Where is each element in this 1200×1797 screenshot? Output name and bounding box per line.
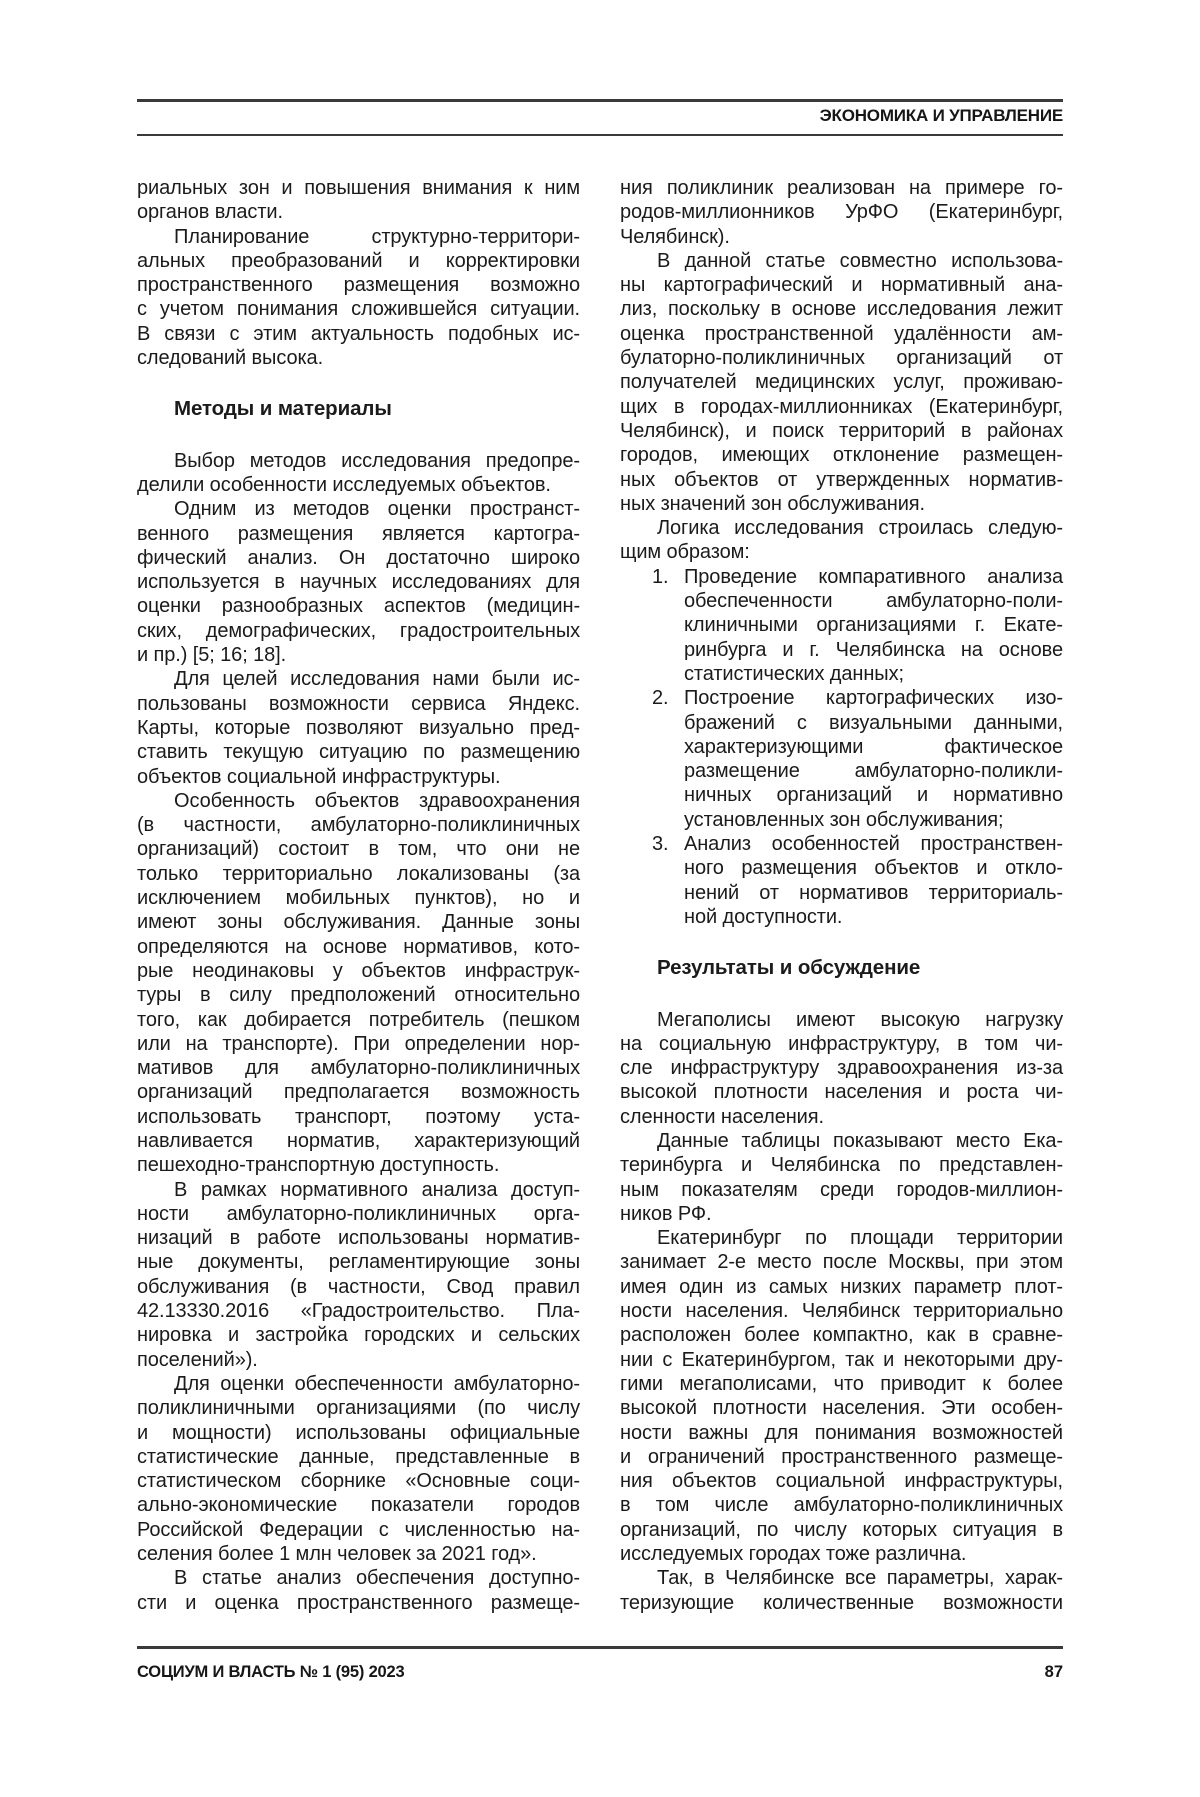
text-line: оценки разнообразных аспектов (медицин- — [137, 595, 580, 618]
text-line: только территориально локализованы (за — [137, 862, 580, 885]
paragraph — [137, 449, 580, 498]
text-line: Одним из методов оценки пространст- — [174, 498, 580, 521]
text-line: и ограничений пространственного размеще- — [620, 1445, 1063, 1468]
list-item-number: 1. — [652, 565, 669, 588]
text-line: бражений с визуальными данными, — [684, 711, 1063, 734]
text-line: (в частности, амбулаторно-поликлиничных — [137, 814, 580, 837]
text-line: Челябинск). — [620, 225, 730, 248]
text-line: фический анализ. Он достаточно широко — [137, 546, 580, 569]
text-line: высокой плотности населения и роста чи- — [620, 1081, 1063, 1104]
text-line: Так, в Челябинске все параметры, харак- — [657, 1567, 1063, 1590]
text-line: оценка пространственной удалённости ам- — [620, 322, 1063, 345]
text-line: следований высока. — [137, 347, 324, 370]
text-line: имеют зоны обслуживания. Данные зоны — [137, 911, 580, 934]
text-line: организаций, по числу которых ситуация в — [620, 1518, 1063, 1541]
text-line: родов-миллионников УрФО (Екатеринбург, — [620, 201, 1063, 224]
text-line: ной доступности. — [684, 905, 843, 928]
text-line: ально-экономические показатели городов — [137, 1494, 580, 1517]
text-line: организаций предполагается возможность — [137, 1081, 580, 1104]
text-line: организаций) состоит в том, что они не — [137, 838, 580, 861]
text-line: использовать транспорт, поэтому уста- — [137, 1105, 580, 1128]
text-line: ских, демографических, градостроительных — [137, 619, 580, 642]
paragraph — [137, 176, 580, 225]
text-line: пешеходно-транспортную доступность. — [137, 1154, 500, 1177]
text-line: Выбор методов исследования предопре- — [174, 449, 580, 472]
list-item — [620, 565, 1063, 686]
text-line: поселений»). — [137, 1348, 258, 1371]
text-line: ничных организаций и нормативно — [684, 784, 1063, 807]
text-line: обслуживания (в частности, Свод правил — [137, 1275, 580, 1298]
text-line: исследуемых городах тоже различна. — [620, 1543, 967, 1566]
text-line: определяются на основе нормативов, кото- — [137, 935, 580, 958]
text-line: получателей медицинских услуг, проживаю- — [620, 371, 1063, 394]
paragraph — [620, 1008, 1063, 1129]
paragraph — [620, 1226, 1063, 1566]
text-line: ния поликлиник реализован на примере го- — [620, 177, 1063, 199]
paragraph — [137, 1566, 580, 1615]
header-rule-top — [137, 99, 1063, 102]
text-line: ных объектов от утвержденных норматив- — [620, 468, 1063, 491]
text-line: низаций в работе использованы норматив- — [137, 1227, 580, 1250]
paragraph — [620, 249, 1063, 516]
text-line: объектов социальной инфраструктуры. — [137, 765, 501, 788]
text-line: В статье анализ обеспечения доступно- — [174, 1567, 580, 1590]
list-item-number: 3. — [652, 833, 669, 856]
column-right — [620, 176, 1063, 1615]
text-line: Построение картографических изо- — [684, 687, 1063, 710]
text-line: булаторно-поликлиничных организаций от — [620, 347, 1063, 370]
text-line: ны картографический и нормативный ана- — [620, 274, 1063, 297]
footer-page-number: 87 — [1044, 1663, 1063, 1681]
text-line: городов, имеющих отклонение размещен- — [620, 444, 1063, 467]
text-line: ности населения. Челябинск территориально — [620, 1300, 1063, 1323]
text-line: обеспеченности амбулаторно-поли- — [684, 590, 1063, 613]
footer-journal-title: СОЦИУМ И ВЛАСТЬ № 1 (95) 2023 — [137, 1663, 405, 1681]
text-line: навливается норматив, характеризующий — [137, 1129, 580, 1152]
text-line: теринбурга и Челябинска по представлен- — [620, 1154, 1063, 1177]
text-line: Особенность объектов здравоохранения — [174, 789, 580, 812]
paragraph — [620, 1566, 1063, 1615]
column-left — [137, 176, 580, 1615]
text-line: Логика исследования строилась следую- — [657, 517, 1063, 540]
text-line: установленных зон обслуживания; — [684, 808, 1004, 831]
text-line: нии с Екатеринбургом, так и некоторыми дру- — [620, 1348, 1063, 1371]
text-line: гими мегаполисами, что приводит к более — [620, 1372, 1063, 1395]
text-line: ных значений зон обслуживания. — [620, 492, 925, 515]
header-section-title: ЭКОНОМИКА И УПРАВЛЕНИЕ — [819, 106, 1063, 125]
text-line: пользованы возможности сервиса Яндекс. — [137, 692, 580, 715]
paragraph — [620, 516, 1063, 565]
footer-rule — [137, 1646, 1063, 1649]
list-item — [620, 686, 1063, 832]
text-line: нировка и застройка городских и сельских — [137, 1324, 580, 1347]
text-line: щим образом: — [620, 541, 750, 564]
text-line: Планирование структурно-территори- — [174, 225, 580, 248]
text-line: сле инфраструктуру здравоохранения из-за — [620, 1057, 1063, 1080]
text-line: венного размещения является картогра- — [137, 522, 580, 545]
text-line: лиз, поскольку в основе исследования лежит — [620, 298, 1063, 321]
list-item-number: 2. — [652, 687, 669, 710]
text-line: Данные таблицы показывают место Ека- — [657, 1129, 1063, 1152]
text-line: статистическом сборнике «Основные соци- — [137, 1470, 580, 1493]
list-item — [620, 832, 1063, 929]
text-line: поликлиничными организациями (по числу — [137, 1397, 580, 1420]
text-line: сленности населения. — [620, 1105, 824, 1128]
paragraph — [137, 1372, 580, 1566]
text-line: статистические данные, представленные в — [137, 1445, 580, 1468]
text-line: пространственного размещения возможно — [137, 274, 580, 297]
text-line: имея один из самых низких параметр плот- — [620, 1275, 1063, 1298]
text-line: селения более 1 млн человек за 2021 год». — [137, 1543, 537, 1566]
text-line: мативов для амбулаторно-поликлиничных — [137, 1057, 580, 1080]
text-line: Для оценки обеспеченности амбулаторно- — [174, 1372, 580, 1395]
text-line: ников РФ. — [620, 1202, 712, 1225]
paragraph — [620, 1129, 1063, 1226]
text-line: расположен более компактно, как в сравне- — [620, 1324, 1063, 1347]
text-line: ного размещения объектов и откло- — [684, 857, 1063, 880]
text-line: Проведение компаративного анализа — [684, 565, 1063, 588]
text-line: туры в силу предположений относительно — [137, 984, 580, 1007]
text-line: рые неодинаковы у объектов инфраструк- — [137, 959, 580, 982]
text-line: ности амбулаторно-поликлиничных орга- — [137, 1202, 580, 1225]
text-line: делили особенности исследуемых объектов. — [137, 473, 551, 496]
text-line: нений от нормативов территориаль- — [684, 881, 1063, 904]
text-line: Екатеринбург по площади территории — [657, 1227, 1063, 1250]
section-heading: Методы и материалы — [174, 397, 392, 421]
text-line: В связи с этим актуальность подобных ис- — [137, 322, 580, 345]
text-line: ния объектов социальной инфраструктуры, — [620, 1470, 1063, 1493]
text-line: с учетом понимания сложившейся ситуации. — [137, 298, 580, 321]
text-line: Для целей исследования нами были ис- — [174, 668, 580, 691]
text-line: органов власти. — [137, 201, 283, 224]
text-line: и пр.) [5; 16; 18]. — [137, 644, 287, 667]
text-line: или на транспорте). При определении нор- — [137, 1032, 580, 1055]
text-line: размещение амбулаторно-поликли- — [684, 760, 1063, 783]
text-line: Российской Федерации с численностью на- — [137, 1518, 580, 1541]
text-line: щих в городах-миллионниках (Екатеринбург, — [620, 395, 1063, 418]
text-line: ставить текущую ситуацию по размещению — [137, 741, 580, 764]
text-line: 42.13330.2016 «Градостроительство. Пла- — [137, 1300, 580, 1323]
text-line: ные документы, регламентирующие зоны — [137, 1251, 580, 1274]
paragraph — [137, 789, 580, 1178]
text-line: статистических данных; — [684, 662, 904, 685]
text-line: теризующие количественные возможности — [620, 1591, 1063, 1614]
text-line: характеризующими фактическое — [684, 735, 1063, 758]
text-line: альных преобразований и корректировки — [137, 249, 580, 272]
paragraph — [137, 667, 580, 788]
text-line: Челябинск), и поиск территорий в районах — [620, 419, 1063, 442]
paragraph — [137, 225, 580, 371]
text-line: Мегаполисы имеют высокую нагрузку — [657, 1008, 1063, 1031]
text-line: Карты, которые позволяют визуально пред- — [137, 716, 580, 739]
text-line: В данной статье совместно использова- — [657, 249, 1063, 272]
text-line: используется в научных исследованиях для — [137, 571, 580, 594]
text-line: ринбурга и г. Челябинска на основе — [684, 638, 1063, 661]
header-rule-bottom — [137, 134, 1063, 136]
text-line: сти и оценка пространственного размеще- — [137, 1591, 580, 1614]
paragraph — [137, 1178, 580, 1372]
paragraph — [620, 176, 1063, 249]
text-line: ности важны для понимания возможностей — [620, 1421, 1063, 1444]
text-line: В рамках нормативного анализа доступ- — [174, 1178, 580, 1201]
text-line: занимает 2-е место после Москвы, при этом — [620, 1251, 1063, 1274]
text-line: высокой плотности населения. Эти особен- — [620, 1397, 1063, 1420]
text-line: ным показателям среди городов-миллион- — [620, 1178, 1063, 1201]
paragraph — [137, 497, 580, 667]
text-line: на социальную инфраструктуру, в том чи- — [620, 1032, 1063, 1055]
text-line: клиничными организациями г. Екате- — [684, 614, 1063, 637]
text-line: и мощности) использованы официальные — [137, 1421, 580, 1444]
text-line: риальных зон и повышения внимания к ним — [137, 177, 580, 199]
text-line: Анализ особенностей пространствен- — [684, 833, 1063, 856]
text-line: того, как добирается потребитель (пешком — [137, 1008, 580, 1031]
text-line: исключением мобильных пунктов), но и — [137, 887, 580, 910]
section-heading: Результаты и обсуждение — [657, 956, 921, 980]
text-line: в том числе амбулаторно-поликлиничных — [620, 1494, 1063, 1517]
